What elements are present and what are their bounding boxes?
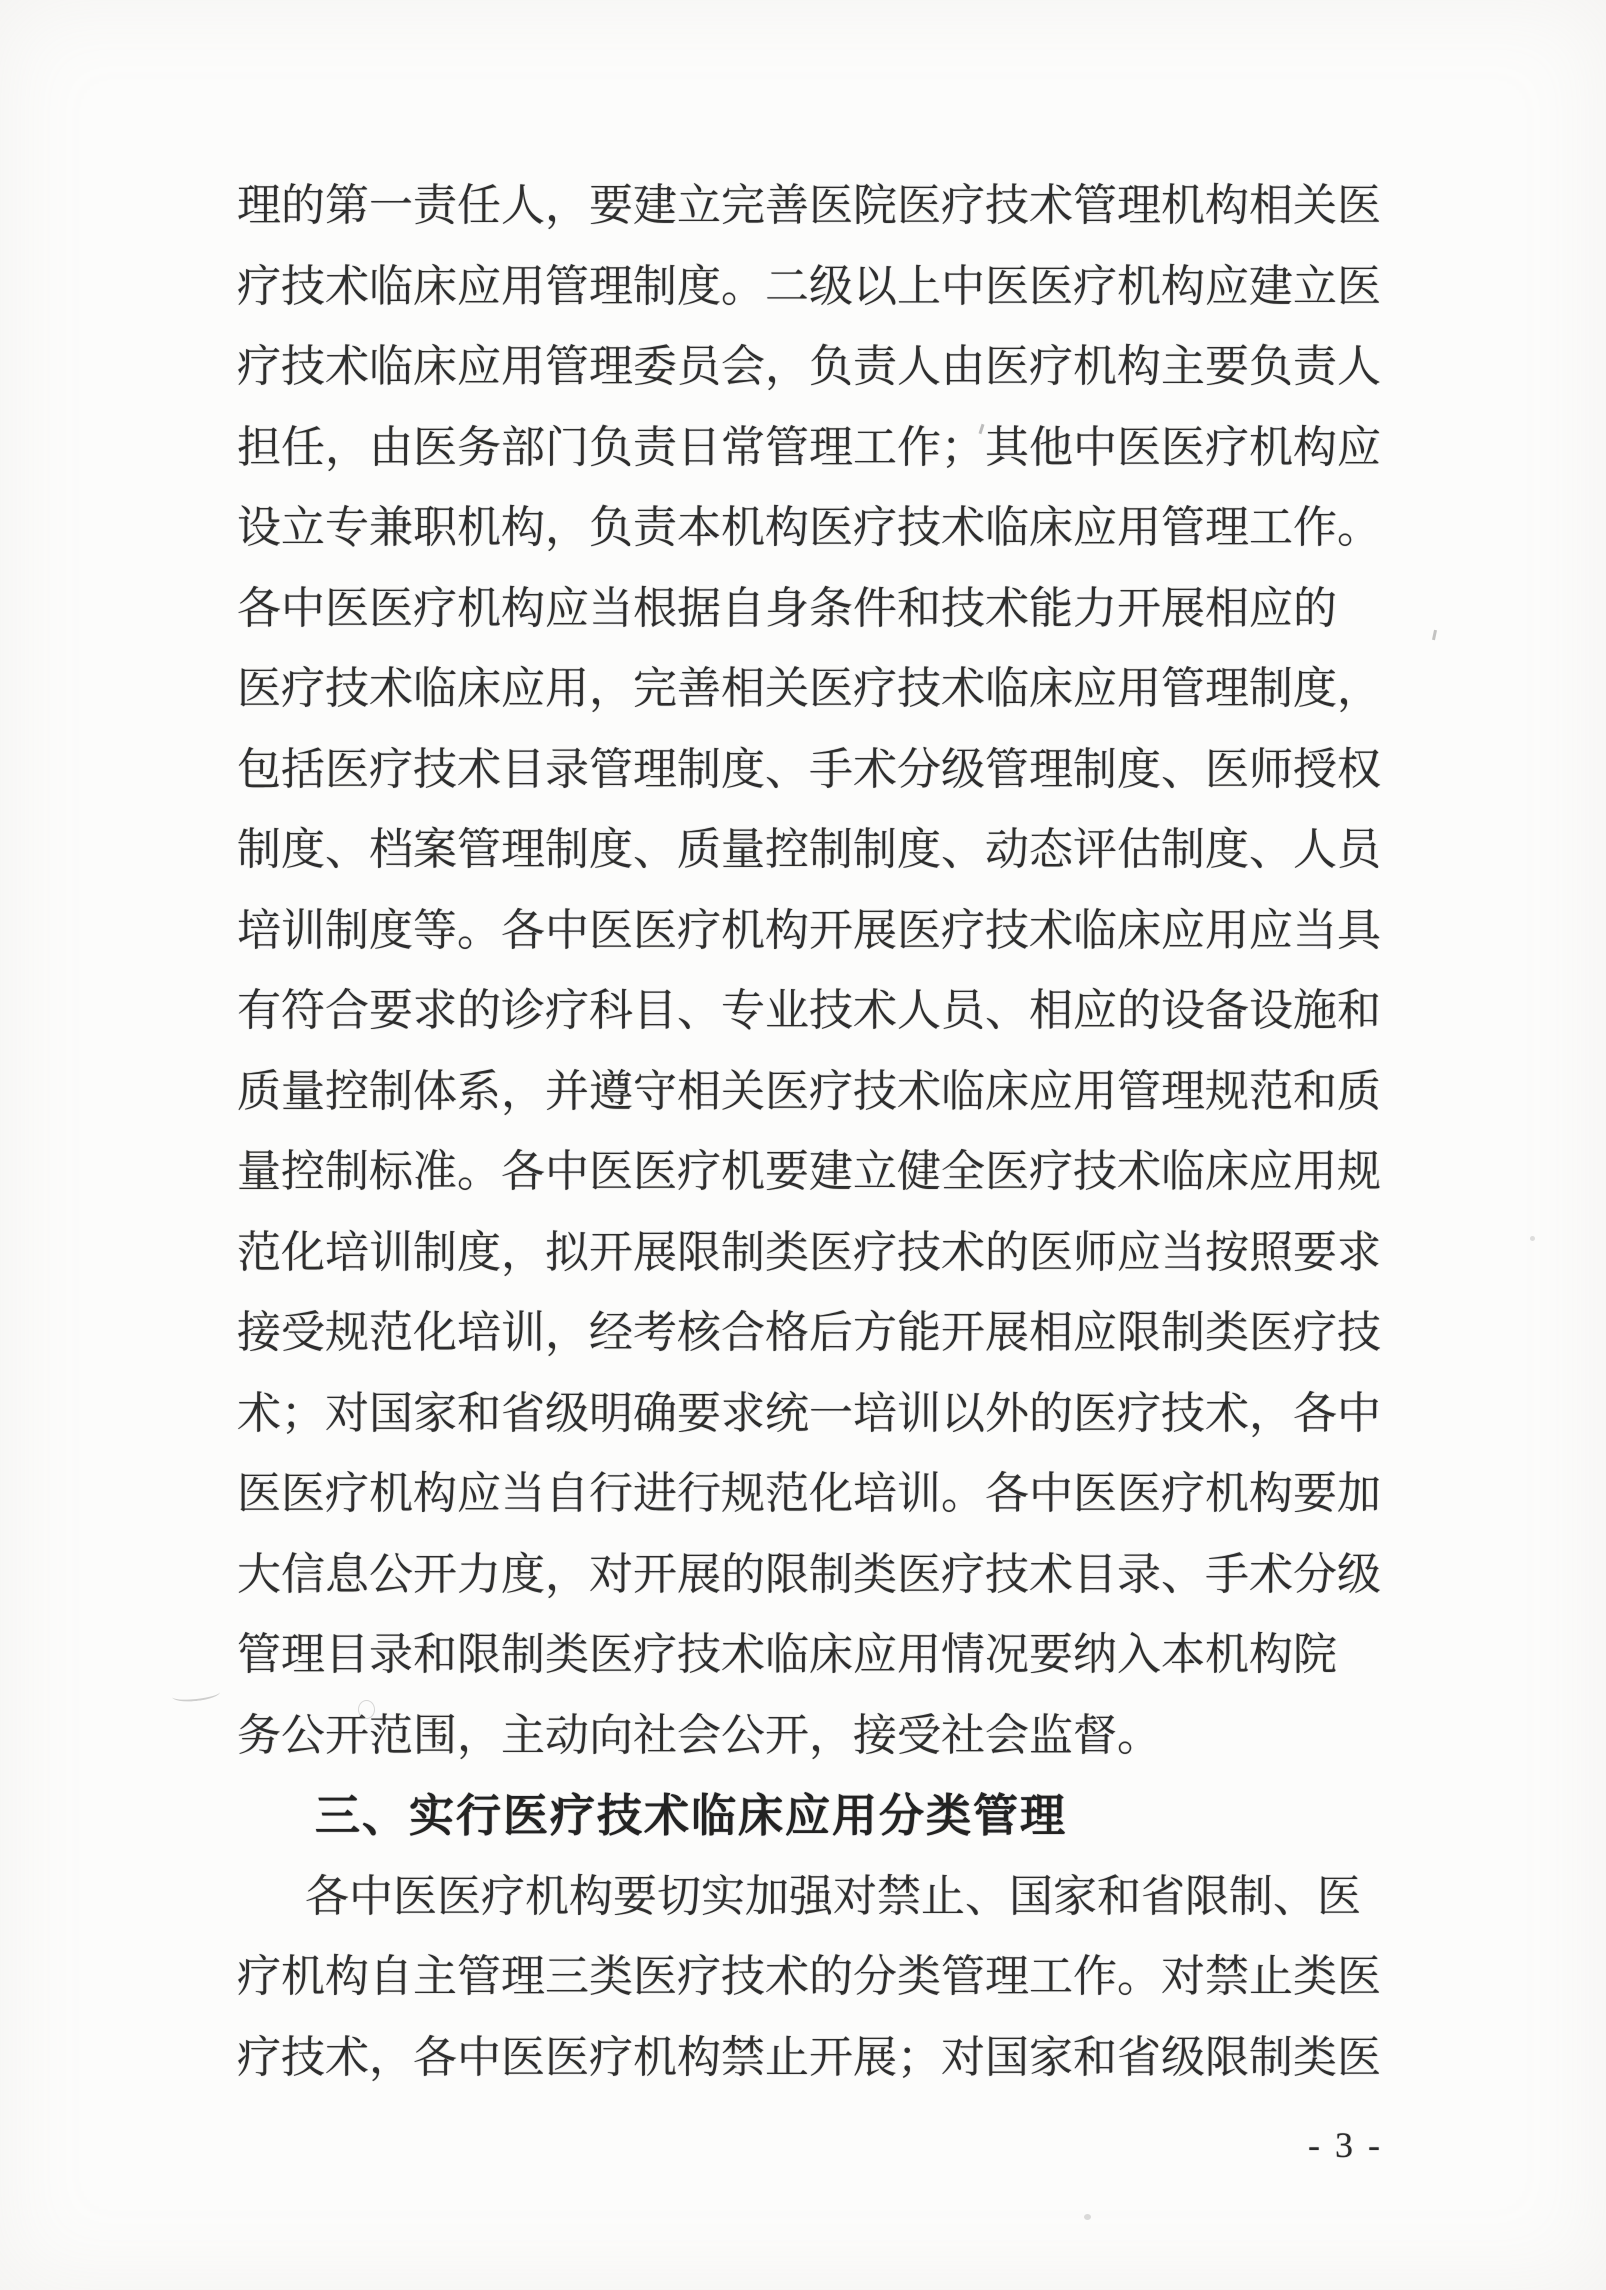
text-line: 疗技术临床应用管理制度。二级以上中医医疗机构应建立医: [237, 261, 1381, 311]
page-number: - 3 -: [1308, 2125, 1383, 2165]
text-line: 设立专兼职机构，负责本机构医疗技术临床应用管理工作。: [237, 503, 1381, 552]
text-line: 培训制度等。各中医医疗机构开展医疗技术临床应用应当具: [237, 905, 1381, 955]
text-line: 包括医疗技术目录管理制度、手术分级管理制度、医师授权: [237, 744, 1381, 794]
text-line: 量控制标准。各中医医疗机要建立健全医疗技术临床应用规: [237, 1147, 1381, 1196]
text-line: 疗技术临床应用管理委员会，负责人由医疗机构主要负责人: [237, 342, 1381, 391]
scan-speck: [1084, 2214, 1091, 2220]
text-line: 疗机构自主管理三类医疗技术的分类管理工作。对禁止类医: [237, 1952, 1381, 2001]
text-line: 医医疗机构应当自行进行规范化培训。各中医医疗机构要加: [237, 1469, 1381, 1518]
text-line: 疗技术，各中医医疗机构禁止开展；对国家和省级限制类医: [237, 2032, 1381, 2082]
text-line: 担任，由医务部门负责日常管理工作；其他中医医疗机构应: [237, 422, 1381, 472]
text-line: 医疗技术临床应用，完善相关医疗技术临床应用管理制度，: [237, 664, 1381, 713]
text-line: 各中医医疗机构应当根据自身条件和技术能力开展相应的: [237, 583, 1337, 633]
text-line: 务公开范围，主动向社会公开，接受社会监督。: [237, 1710, 1161, 1760]
section-3-heading: 三、实行医疗技术临床应用分类管理: [315, 1790, 1068, 1841]
text-line: 大信息公开力度，对开展的限制类医疗技术目录、手术分级: [237, 1549, 1381, 1599]
text-line: 各中医医疗机构要切实加强对禁止、国家和省限制、医: [305, 1871, 1361, 1921]
text-line: 管理目录和限制类医疗技术临床应用情况要纳入本机构院: [237, 1630, 1337, 1679]
text-line: 范化培训制度，拟开展限制类医疗技术的医师应当按照要求: [237, 1227, 1381, 1277]
document-text: [237, 166, 1557, 2098]
text-line: 接受规范化培训，经考核合格后方能开展相应限制类医疗技: [237, 1308, 1381, 1357]
text-line: 理的第一责任人，要建立完善医院医疗技术管理机构相关医: [237, 181, 1381, 230]
text-line: 质量控制体系，并遵守相关医疗技术临床应用管理规范和质: [237, 1066, 1381, 1116]
text-line: 制度、档案管理制度、质量控制制度、动态评估制度、人员: [237, 825, 1381, 874]
scan-speck: [171, 1686, 220, 1704]
text-line: 有符合要求的诊疗科目、专业技术人员、相应的设备设施和: [237, 986, 1381, 1035]
text-line: 术；对国家和省级明确要求统一培训以外的医疗技术，各中: [237, 1388, 1381, 1438]
